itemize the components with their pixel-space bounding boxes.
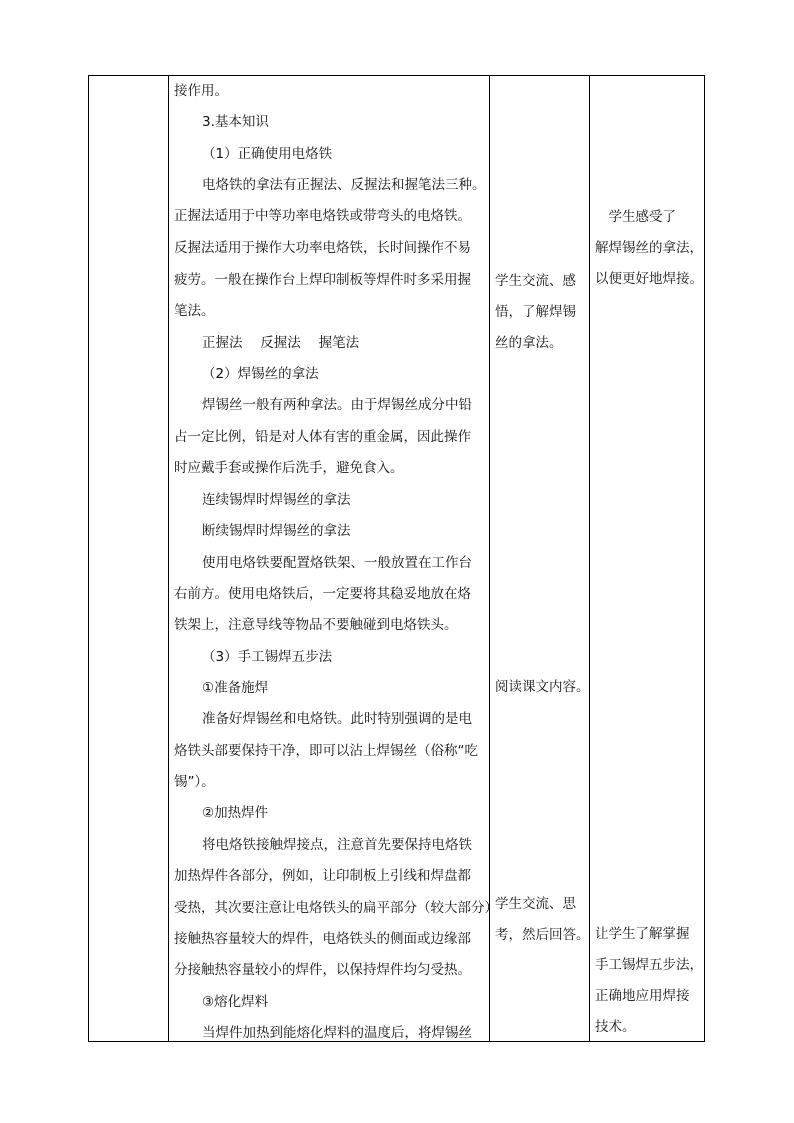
column-divider-1	[168, 76, 169, 1041]
content-line: 使用电烙铁要配置烙铁架、一般放置在工作台	[202, 555, 472, 571]
text-line: 丝的拿法。	[495, 335, 563, 351]
content-line: 笔法。	[174, 303, 215, 319]
student-activity-block-1	[495, 266, 591, 359]
content-line: ②加热焊件	[202, 805, 269, 821]
design-intent-block-2	[595, 919, 705, 1043]
lesson-table	[88, 75, 705, 1042]
content-line: ①准备施焊	[202, 680, 269, 696]
content-line: （1）正确使用电烙铁	[202, 146, 333, 162]
content-line: 正握法适用于中等功率电烙铁或带弯头的电烙铁。	[174, 208, 471, 224]
text-line: 以便更好地焊接。	[595, 271, 703, 287]
content-line: 锡”）。	[174, 774, 215, 790]
content-line: 接作用。	[174, 83, 228, 99]
content-line: 受热，其次要注意让电烙铁头的扁平部分（较大部分）	[174, 900, 498, 916]
text-line: 技术。	[595, 1019, 636, 1035]
text-line: 让学生了解掌握	[595, 926, 690, 942]
content-line: 时应戴手套或操作后洗手，避免食入。	[174, 460, 404, 476]
content-line: 断续锡焊时焊锡丝的拿法	[202, 523, 351, 539]
content-line: 分接触热容量较小的焊件，以保持焊件均匀受热。	[174, 962, 471, 978]
design-intent-block-1	[595, 202, 705, 295]
content-line: ③熔化焊料	[202, 994, 269, 1010]
text-line: 正确地应用焊接	[595, 988, 690, 1004]
content-line: 反握法适用于操作大功率电烙铁，长时间操作不易	[174, 240, 471, 256]
content-line: （2）焊锡丝的拿法	[202, 366, 319, 382]
content-line: 加热焊件各部分，例如，让印制板上引线和焊盘都	[174, 868, 471, 884]
content-line: 焊锡丝一般有两种拿法。由于焊锡丝成分中铅	[202, 397, 472, 413]
content-line: 烙铁头部要保持干净，即可以沾上焊锡丝（俗称“吃	[174, 743, 478, 759]
content-line: 疲劳。一般在操作台上焊印制板等焊件时多采用握	[174, 272, 471, 288]
student-activity-block-2	[495, 672, 591, 703]
content-line: 连续锡焊时焊锡丝的拿法	[202, 492, 351, 508]
text-line: 悟，了解焊锡	[495, 304, 576, 320]
content-line: 准备好焊锡丝和电烙铁。此时特别强调的是电	[202, 711, 472, 727]
student-activity-block-3	[495, 889, 591, 951]
text-line: 考，然后回答。	[495, 927, 590, 943]
content-line: 当焊件加热到能熔化焊料的温度后，将焊锡丝	[202, 1025, 472, 1041]
content-line: （3）手工锡焊五步法	[202, 649, 333, 665]
content-line: 右前方。使用电烙铁后，一定要将其稳妥地放在烙	[174, 586, 471, 602]
content-line: 占一定比例，铅是对人体有害的重金属，因此操作	[174, 429, 471, 445]
content-line: 3.基本知识	[202, 114, 269, 130]
content-line: 电烙铁的拿法有正握法、反握法和握笔法三种。	[202, 177, 486, 193]
content-line: 将电烙铁接触焊接点，注意首先要保持电烙铁	[202, 837, 472, 853]
text-line: 手工锡焊五步法，	[595, 957, 703, 973]
text-line: 学生交流、感	[495, 273, 576, 289]
text-line: 解焊锡丝的拿法，	[595, 240, 703, 256]
content-line: 接触热容量较大的焊件，电烙铁头的侧面或边缘部	[174, 931, 471, 947]
text-line: 阅读课文内容。	[495, 679, 590, 695]
text-line: 学生交流、思	[495, 896, 576, 912]
content-line: 铁架上，注意导线等物品不要触碰到电烙铁头。	[174, 617, 458, 633]
text-line: 学生感受了	[595, 209, 676, 225]
content-line: 正握法 反握法 握笔法	[202, 335, 360, 351]
